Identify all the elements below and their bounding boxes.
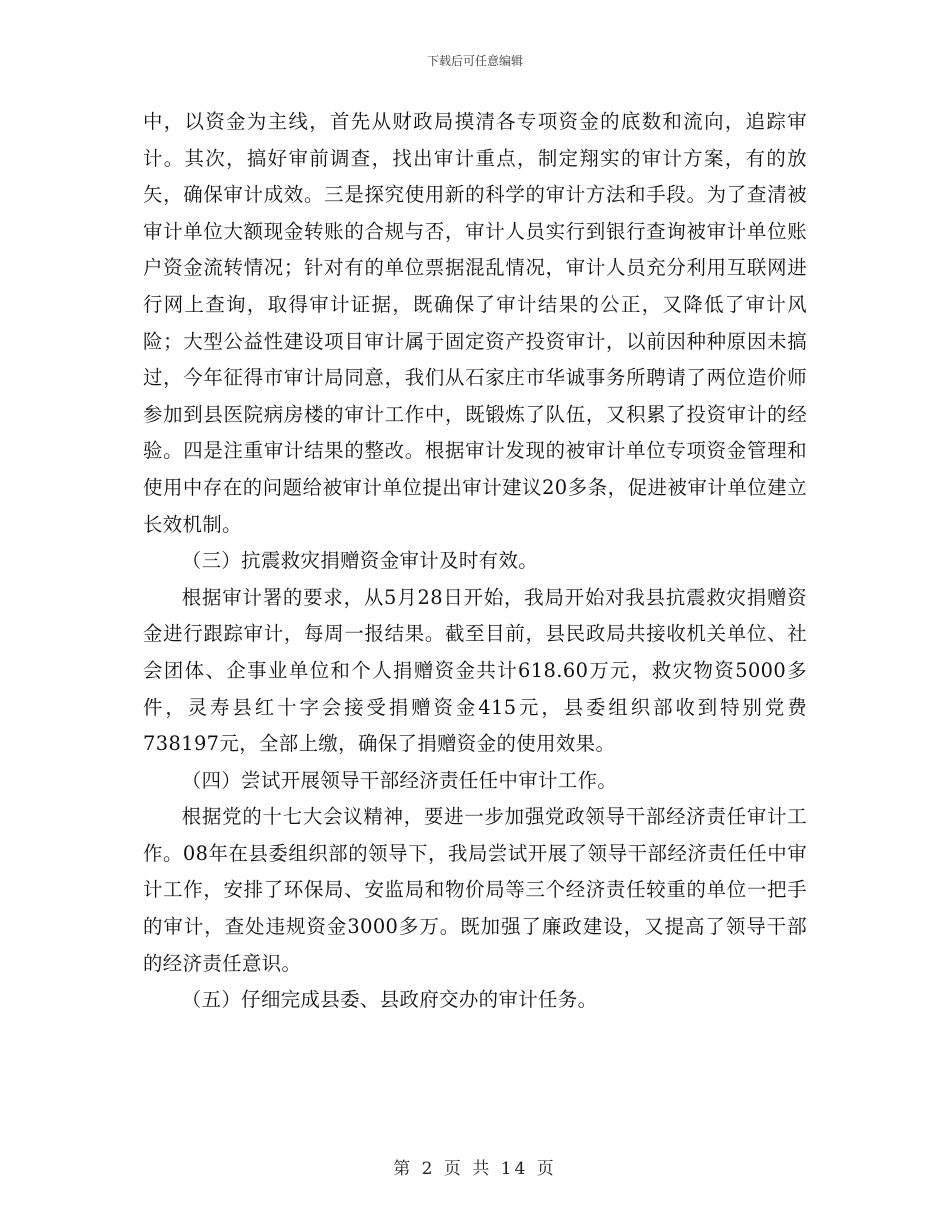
- section-heading-5: （五）仔细完成县委、县政府交办的审计任务。: [181, 988, 598, 1012]
- paragraph-audit-methods: 中，以资金为主线，首先从财政局摸清各专项资金的底数和流向，追踪审计。其次，搞好审前调查，找出审计重点，制定翔实的审计方案，有的放矢，确保审计成效。三是探究使用新的科学的审计方法和手段。为了查清被审计单位大额现金转账的合规与否，审计人员实行到银行查询被审计单位账户资金流转情况；针对有的单位票据混乱情况，审计人员充分利用互联网进行网上查询，取得审计证据，既确保了审计结果的公正，又降低了审计风险；大型公益性建设项目审计属于固定资产投资审计，以前因种种原因未搞过，今年征得市审计局同意，我们从石家庄市华诚事务所聘请了两位造价师参加到县医院病房楼的审计工作中，既锻炼了队伍，又积累了投资审计的经验。四是注重审计结果的整改。根据审计发现的被审计单位专项资金管理和使用中存在的问题给被审计单位提出审计建议20多条，促进被审计单位建立长效机制。: [143, 110, 807, 536]
- page-number: 第 2 页 共 14 页: [393, 1159, 557, 1179]
- paragraph-donation-audit: 根据审计署的要求，从5月28日开始，我局开始对我县抗震救灾捐赠资金进行跟踪审计，每周一报结果。截至目前，县民政局共接收机关单位、社会团体、企事业单位和个人捐赠资金共计618.60万元，救灾物资5000多件，灵寿县红十字会接受捐赠资金415元，县委组织部收到特别党费738197元，全部上缴，确保了捐赠资金的使用效果。: [143, 585, 807, 756]
- page-header: 下载后可任意编辑: [426, 54, 523, 68]
- section-heading-4: （四）尝试开展领导干部经济责任任中审计工作。: [181, 768, 618, 792]
- paragraph-leader-audit: 根据党的十七大会议精神，要进一步加强党政领导干部经济责任审计工作。08年在县委组织部的领导下，我局尝试开展了领导干部经济责任任中审计工作，安排了环保局、安监局和物价局等三个经济责任较重的单位一把手的审计，查处违规资金3000多万。既加强了廉政建设，又提高了领导干部的经济责任意识。: [143, 805, 807, 975]
- section-heading-3: （三）抗震救灾捐赠资金审计及时有效。: [181, 549, 539, 573]
- document-body: [143, 104, 807, 1019]
